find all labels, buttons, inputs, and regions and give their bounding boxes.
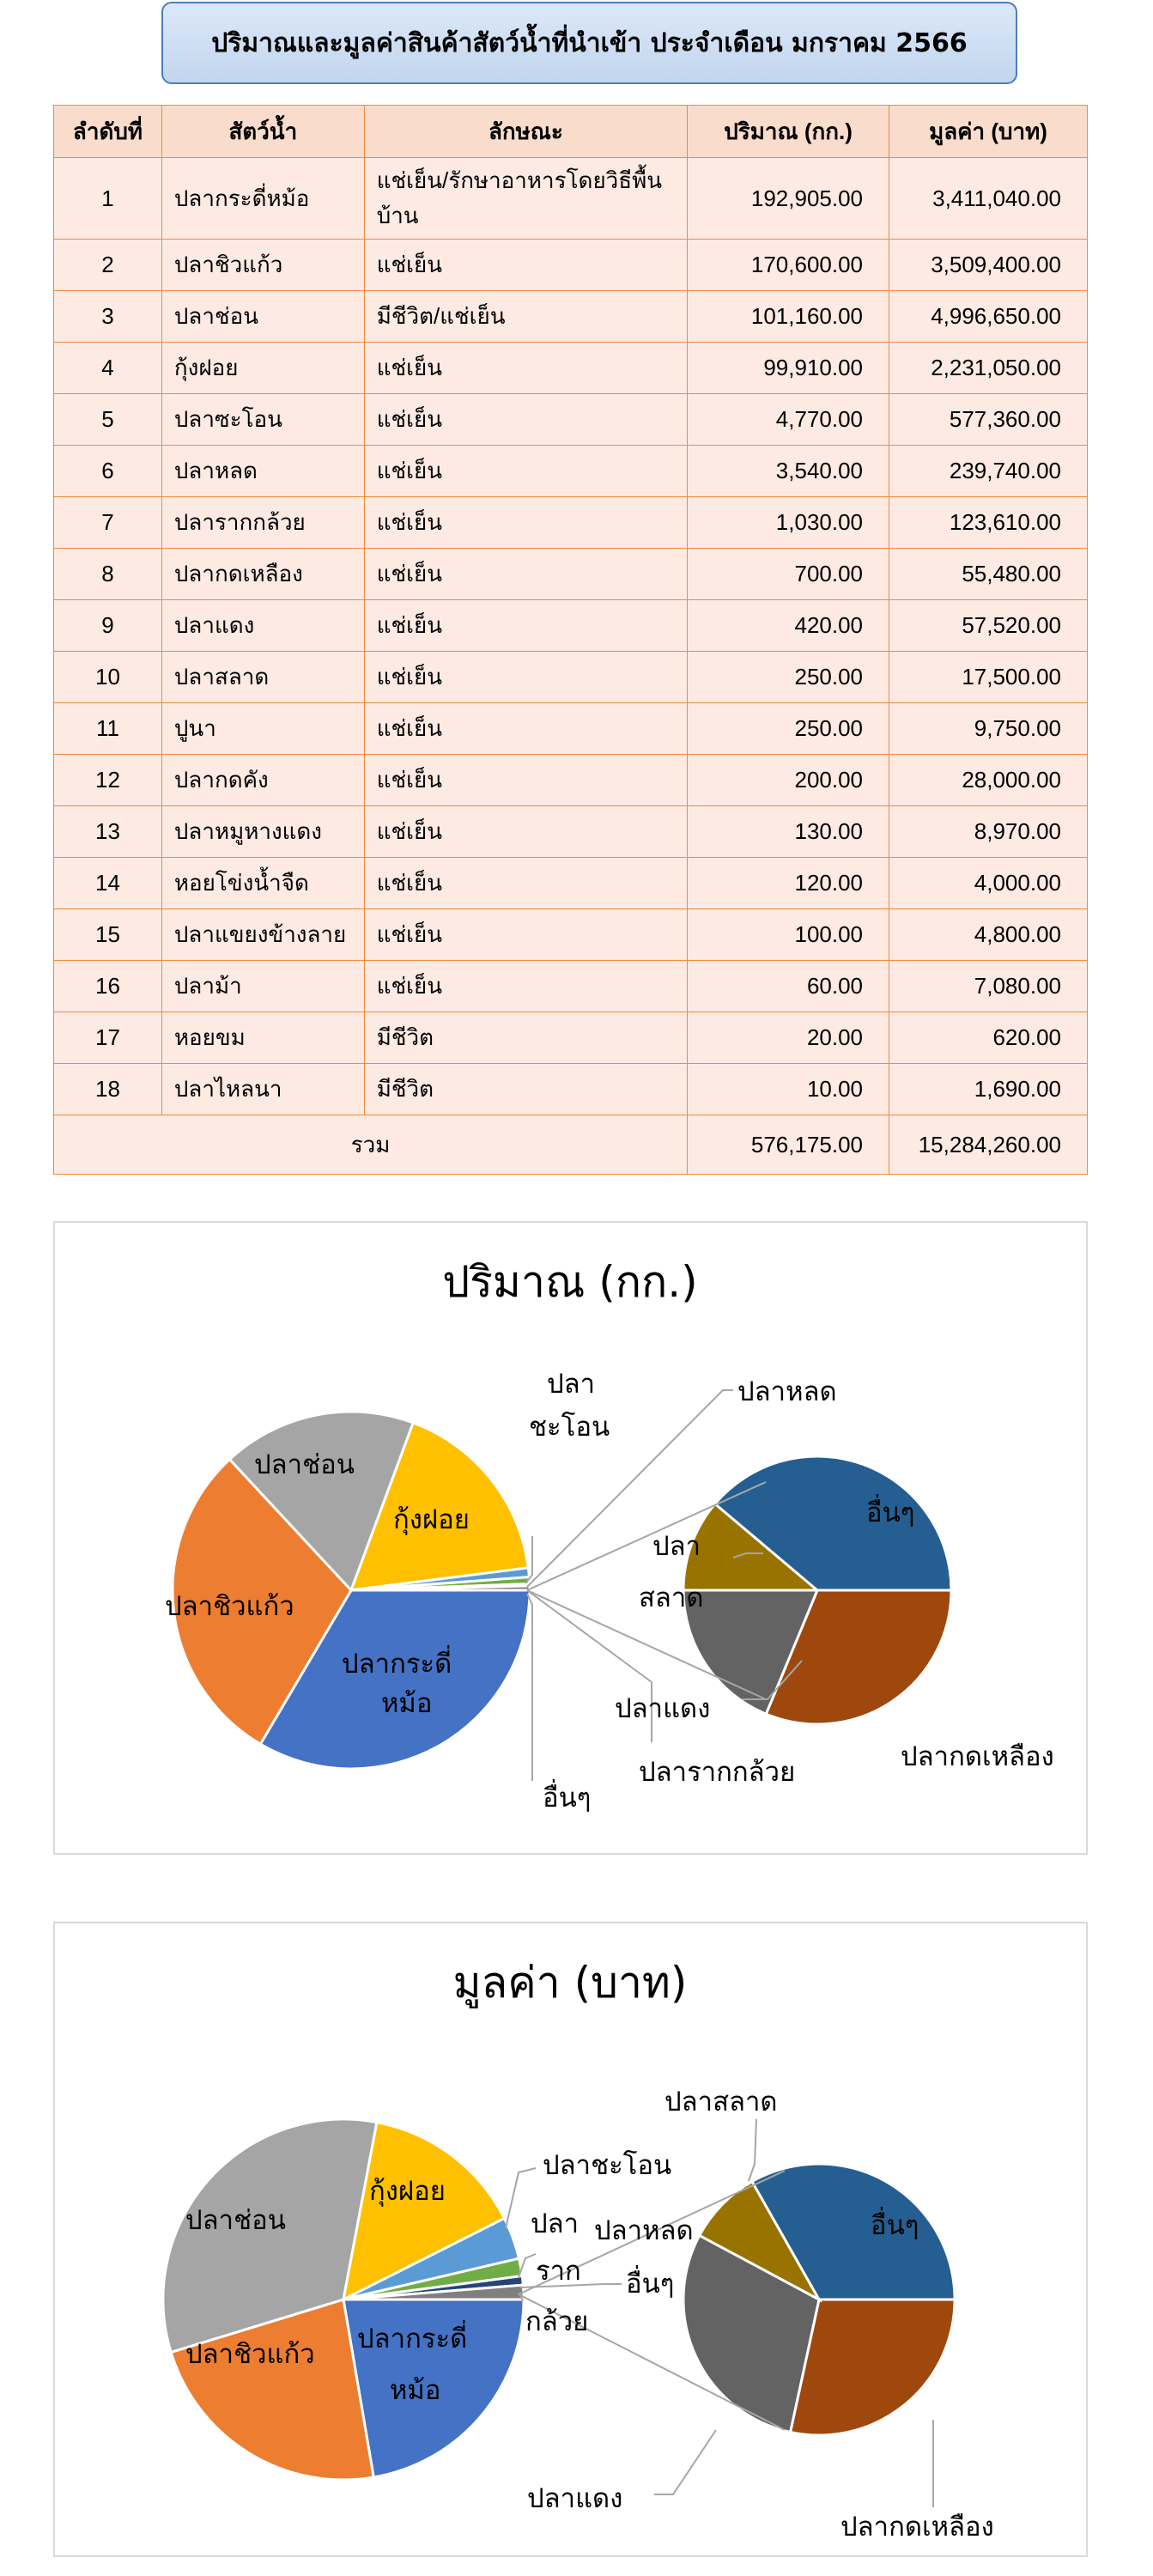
cell-value: 4,800.00 (889, 909, 1088, 961)
cell-value: 17,500.00 (889, 652, 1088, 703)
label-others-sec: อื่นๆ (866, 1498, 915, 1528)
cell-value: 123,610.00 (889, 497, 1088, 549)
label-pla-lot: ปลาหลด (594, 2215, 694, 2246)
label-pla-daeng: ปลาแดง (615, 1693, 711, 1724)
cell-name: ปลาชิวแก้ว (161, 240, 364, 291)
cell-value: 55,480.00 (889, 549, 1088, 600)
cell-name: ปลาม้า (161, 961, 364, 1012)
label-pla-kradi-2: หม้อ (390, 2375, 441, 2406)
cell-no: 12 (54, 755, 162, 806)
cell-no: 15 (54, 909, 162, 961)
table-total-row (54, 1115, 1088, 1175)
cell-type: แช่เย็น (364, 961, 687, 1012)
cell-qty: 4,770.00 (688, 394, 889, 446)
label-others-main: อื่นๆ (543, 1783, 592, 1814)
cell-type: แช่เย็น (364, 858, 687, 909)
table-row (54, 240, 1088, 291)
chart-title: มูลค่า (บาท) (452, 1958, 688, 2008)
cell-name: หอยโข่งน้ำจืด (161, 858, 364, 909)
cell-name: ปูนา (161, 703, 364, 755)
cell-no: 6 (54, 446, 162, 497)
header-value: มูลค่า (บาท) (889, 106, 1088, 158)
cell-qty: 250.00 (688, 652, 889, 703)
value-chart (53, 1922, 1088, 2557)
label-others-sec: อื่นๆ (871, 2210, 919, 2241)
cell-type: แช่เย็น (364, 394, 687, 446)
cell-qty: 700.00 (688, 549, 889, 600)
leader-line (749, 2119, 756, 2181)
label-pla-salat-1: ปลา (652, 1531, 701, 1562)
cell-qty: 250.00 (688, 703, 889, 755)
cell-qty: 20.00 (688, 1012, 889, 1064)
cell-value: 4,000.00 (889, 858, 1088, 909)
quantity-pie-of-pie (55, 1223, 1086, 1853)
header-type: ลักษณะ (364, 106, 687, 158)
label-pla-kot-lueang: ปลากดเหลือง (901, 1741, 1054, 1772)
cell-value: 3,411,040.00 (889, 158, 1088, 240)
cell-name: ปลาไหลนา (161, 1064, 364, 1115)
label-pla-salat-2: สลาด (639, 1583, 704, 1613)
cell-name: ปลาหมูหางแดง (161, 806, 364, 858)
leader-line (654, 2430, 716, 2494)
cell-no: 11 (54, 703, 162, 755)
cell-name: ปลากดคัง (161, 755, 364, 806)
table-row (54, 1012, 1088, 1064)
cell-qty: 3,540.00 (688, 446, 889, 497)
label-pla-kradi-2: หม้อ (381, 1688, 433, 1719)
label-pla-chaon: ปลาชะโอน (543, 2150, 672, 2181)
cell-qty: 100.00 (688, 909, 889, 961)
cell-value: 577,360.00 (889, 394, 1088, 446)
cell-qty: 60.00 (688, 961, 889, 1012)
value-pie-of-pie (55, 1923, 1086, 2555)
cell-name: ปลากดเหลือง (161, 549, 364, 600)
table-row (54, 291, 1088, 343)
cell-type: แช่เย็น (364, 240, 687, 291)
table-row (54, 961, 1088, 1012)
header-qty: ปริมาณ (กก.) (688, 106, 889, 158)
cell-value: 1,690.00 (889, 1064, 1088, 1115)
cell-no: 7 (54, 497, 162, 549)
cell-type: แช่เย็น (364, 806, 687, 858)
cell-value: 8,970.00 (889, 806, 1088, 858)
cell-no: 17 (54, 1012, 162, 1064)
label-pla-rak-kluai: ปลารากกล้วย (639, 1757, 796, 1788)
cell-value: 3,509,400.00 (889, 240, 1088, 291)
cell-name: ปลาหลด (161, 446, 364, 497)
label-pla-daeng: ปลาแดง (527, 2483, 623, 2514)
cell-qty: 99,910.00 (688, 343, 889, 394)
cell-type: แช่เย็น (364, 446, 687, 497)
cell-qty: 170,600.00 (688, 240, 889, 291)
cell-type: แช่เย็น/รักษาอาหารโดยวิธีพื้นบ้าน (364, 158, 687, 240)
table-row (54, 549, 1088, 600)
label-pla-kradi-1: ปลากระดี่ (342, 1649, 452, 1680)
cell-qty: 101,160.00 (688, 291, 889, 343)
cell-type: มีชีวิต (364, 1012, 687, 1064)
cell-qty: 1,030.00 (688, 497, 889, 549)
label-pla-kradi-1: ปลากระดี่ (357, 2324, 468, 2354)
label-others-main: อื่นๆ (626, 2269, 675, 2300)
table-header-row (54, 106, 1088, 158)
cell-qty: 10.00 (688, 1064, 889, 1115)
total-value: 15,284,260.00 (889, 1115, 1088, 1175)
table-body (54, 158, 1088, 1115)
cell-type: มีชีวิต (364, 1064, 687, 1115)
label-pla-chio-kaeo: ปลาชิวแก้ว (165, 1591, 294, 1622)
quantity-chart (53, 1221, 1088, 1855)
cell-value: 57,520.00 (889, 600, 1088, 652)
cell-type: แช่เย็น (364, 549, 687, 600)
label-pla-chio-kaeo: ปลาชิวแก้ว (185, 2339, 315, 2370)
table-row (54, 652, 1088, 703)
cell-type: แช่เย็น (364, 652, 687, 703)
table-row (54, 909, 1088, 961)
label-pla-rak-2: ราก (536, 2256, 581, 2287)
cell-name: ปลากระดี่หม้อ (161, 158, 364, 240)
cell-type: มีชีวิต/แช่เย็น (364, 291, 687, 343)
cell-name: ปลารากกล้วย (161, 497, 364, 549)
cell-type: แช่เย็น (364, 909, 687, 961)
table-row (54, 343, 1088, 394)
cell-name: กุ้งฝอย (161, 343, 364, 394)
cell-type: แช่เย็น (364, 497, 687, 549)
label-pla-chaon-2: ชะโอน (529, 1412, 610, 1443)
header-no: ลำดับที่ (54, 106, 162, 158)
cell-type: แช่เย็น (364, 600, 687, 652)
table-row (54, 158, 1088, 240)
cell-name: ปลาแดง (161, 600, 364, 652)
table-row (54, 497, 1088, 549)
cell-qty: 120.00 (688, 858, 889, 909)
table-row (54, 755, 1088, 806)
header-name: สัตว์น้ำ (161, 106, 364, 158)
cell-no: 4 (54, 343, 162, 394)
cell-no: 16 (54, 961, 162, 1012)
cell-no: 1 (54, 158, 162, 240)
label-pla-rak-3: กล้วย (525, 2306, 589, 2337)
table-row (54, 394, 1088, 446)
total-label: รวม (54, 1115, 688, 1175)
cell-no: 5 (54, 394, 162, 446)
cell-qty: 200.00 (688, 755, 889, 806)
label-pla-salat: ปลาสลาด (664, 2087, 778, 2117)
table-row (54, 1064, 1088, 1115)
cell-qty: 192,905.00 (688, 158, 889, 240)
table-row (54, 806, 1088, 858)
cell-value: 2,231,050.00 (889, 343, 1088, 394)
cell-value: 9,750.00 (889, 703, 1088, 755)
cell-qty: 130.00 (688, 806, 889, 858)
cell-no: 3 (54, 291, 162, 343)
cell-value: 7,080.00 (889, 961, 1088, 1012)
cell-no: 10 (54, 652, 162, 703)
total-qty: 576,175.00 (688, 1115, 889, 1175)
cell-name: ปลาช่อน (161, 291, 364, 343)
label-pla-kot-lueang: ปลากดเหลือง (840, 2512, 994, 2543)
chart-title: ปริมาณ (กก.) (442, 1257, 698, 1307)
cell-value: 620.00 (889, 1012, 1088, 1064)
cell-type: แช่เย็น (364, 755, 687, 806)
table-row (54, 858, 1088, 909)
cell-name: ปลาสลาด (161, 652, 364, 703)
label-pla-rak-1: ปลา (531, 2208, 580, 2239)
cell-name: ปลาซะโอน (161, 394, 364, 446)
cell-name: ปลาแขยงข้างลาย (161, 909, 364, 961)
table-row (54, 600, 1088, 652)
cell-name: หอยขม (161, 1012, 364, 1064)
label-pla-chaon-1: ปลา (547, 1369, 596, 1400)
cell-value: 28,000.00 (889, 755, 1088, 806)
cell-qty: 420.00 (688, 600, 889, 652)
cell-type: แช่เย็น (364, 343, 687, 394)
cell-value: 239,740.00 (889, 446, 1088, 497)
cell-type: แช่เย็น (364, 703, 687, 755)
cell-no: 13 (54, 806, 162, 858)
label-pla-chon: ปลาช่อน (254, 1449, 355, 1480)
import-table (53, 105, 1088, 1175)
cell-no: 18 (54, 1064, 162, 1115)
table-row (54, 703, 1088, 755)
cell-no: 8 (54, 549, 162, 600)
label-pla-lot: ปลาหลด (737, 1376, 837, 1407)
cell-value: 4,996,650.00 (889, 291, 1088, 343)
cell-no: 14 (54, 858, 162, 909)
cell-no: 9 (54, 600, 162, 652)
label-pla-chon: ปลาช่อน (185, 2205, 286, 2236)
label-kung-foi: กุ้งฝอย (393, 1504, 470, 1535)
cell-no: 2 (54, 240, 162, 291)
page-title: ปริมาณและมูลค่าสินค้าสัตว์น้ำที่นำเข้า ประจำเดือน มกราคม 2566 (161, 2, 1017, 84)
label-kung-foi: กุ้งฝอย (369, 2176, 446, 2207)
table-row (54, 446, 1088, 497)
